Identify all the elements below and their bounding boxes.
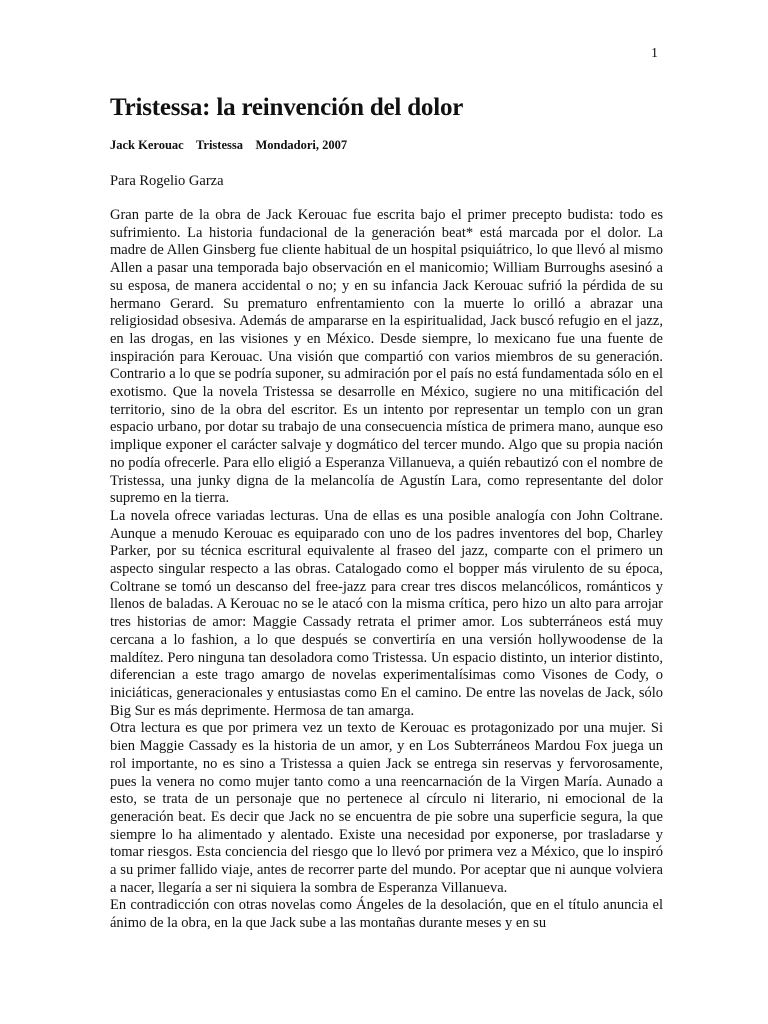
paragraph: En contradicción con otras novelas como Ángeles de la desolación, que en el título anuncia el ánimo de la obra, en la que Jack sube a las montañas durante meses y en su [110, 897, 663, 932]
article-content [110, 92, 663, 933]
article-title: Tristessa: la reinvención del dolor [110, 94, 464, 121]
book-metadata: Jack Kerouac Tristessa Mondadori, 2007 [110, 138, 348, 152]
paragraph: La novela ofrece variadas lecturas. Una de ellas es una posible analogía con John Coltrane. Aunque a menudo Kerouac es equiparado con uno de los padres inventores del bop, Charley Parker, por su técnica escritural equivalente al fraseo del jazz, comparte con el primero un aspecto singular respecto a las obras. Catalogado como el bopper más virulento de su época, Coltrane se tomó un descanso del free-jazz para crear tres discos melancólicos, románticos y llenos de baladas. A Kerouac no se le atacó con la misma crítica, pero hizo un alto para arrojar tres historias de amor: Maggie Cassady retrata el primer amor. Los subterráneos está muy cercana a lo fashion, a lo que después se convertiría en una versión hollywoodense de la maldítez. Pero ninguna tan desoladora como Tristessa. Un espacio distinto, un interior distinto, diferencian a este trago amargo de novelas experimentalísimas como Visones de Cody, o iniciáticas, generacionales y entusiastas como En el camino. De entre las novelas de Jack, sólo Big Sur es más deprimente. Hermosa de tan amarga. [110, 507, 663, 719]
dedication: Para Rogelio Garza [110, 173, 224, 189]
page-number: 1 [651, 46, 658, 61]
article-body [110, 207, 663, 933]
paragraph: Otra lectura es que por primera vez un texto de Kerouac es protagonizado por una mujer. Si bien Maggie Cassady es la historia de un amor, y en Los Subterráneos Mardou Fox juega un rol importante, no es sino a Tristessa a quien Jack se entrega sin reservas y fervorosamente, pues la venera no como mujer tanto como a una reencarnación de la Virgen María. Aunado a esto, se trata de un personaje que no pertenece al círculo ni literario, ni emocional de la generación beat. Es decir que Jack no se encuentra de pie sobre una superficie segura, la que siempre lo ha alimentado y alentado. Existe una necesidad por exponerse, por trasladarse y tomar riesgos. Esta conciencia del riesgo que lo llevó por primera vez a México, que lo inspiró a su primer fallido viaje, antes de recorrer parte del mundo. Por aceptar que ni aunque volviera a nacer, llegaría a ser ni siquiera la sombra de Esperanza Villanueva. [110, 720, 663, 896]
paragraph: Gran parte de la obra de Jack Kerouac fue escrita bajo el primer precepto budista: todo es sufrimiento. La historia fundacional de la generación beat* está marcada por el dolor. La madre de Allen Ginsberg fue cliente habitual de un hospital psiquiátrico, lo que llevó al mismo Allen a pasar una temporada bajo observación en el manicomio; William Burroughs asesinó a su esposa, de manera accidental o no; y en su infancia Jack Kerouac sufrió la pérdida de su hermano Gerard. Su prematuro enfrentamiento con la muerte lo orilló a abrazar una religiosidad obsesiva. Además de ampararse en la espiritualidad, Jack buscó refugio en el jazz, en las drogas, en las visiones y en México. Desde siempre, lo mexicano fue una fuente de inspiración para Kerouac. Una visión que compartió con varios miembros de su generación. Contrario a lo que se podría suponer, su admiración por el país no está fundamentada sólo en el exotismo. Que la novela Tristessa se desarrolle en México, sugiere no una mitificación del territorio, sino de la obra del escritor. Es un intento por representar un templo con un gran espacio urbano, por dotar su trabajo de una consecuencia mística de primera mano, aunque eso implique exponer el carácter salvaje y dogmático del tercer mundo. Algo que su propia nación no podía ofrecerle. Para ello eligió a Esperanza Villanueva, a quién rebautizó con el nombre de Tristessa, una junky digna de la melancolía de Agustín Lara, como representante del dolor supremo en la tierra. [110, 207, 663, 507]
